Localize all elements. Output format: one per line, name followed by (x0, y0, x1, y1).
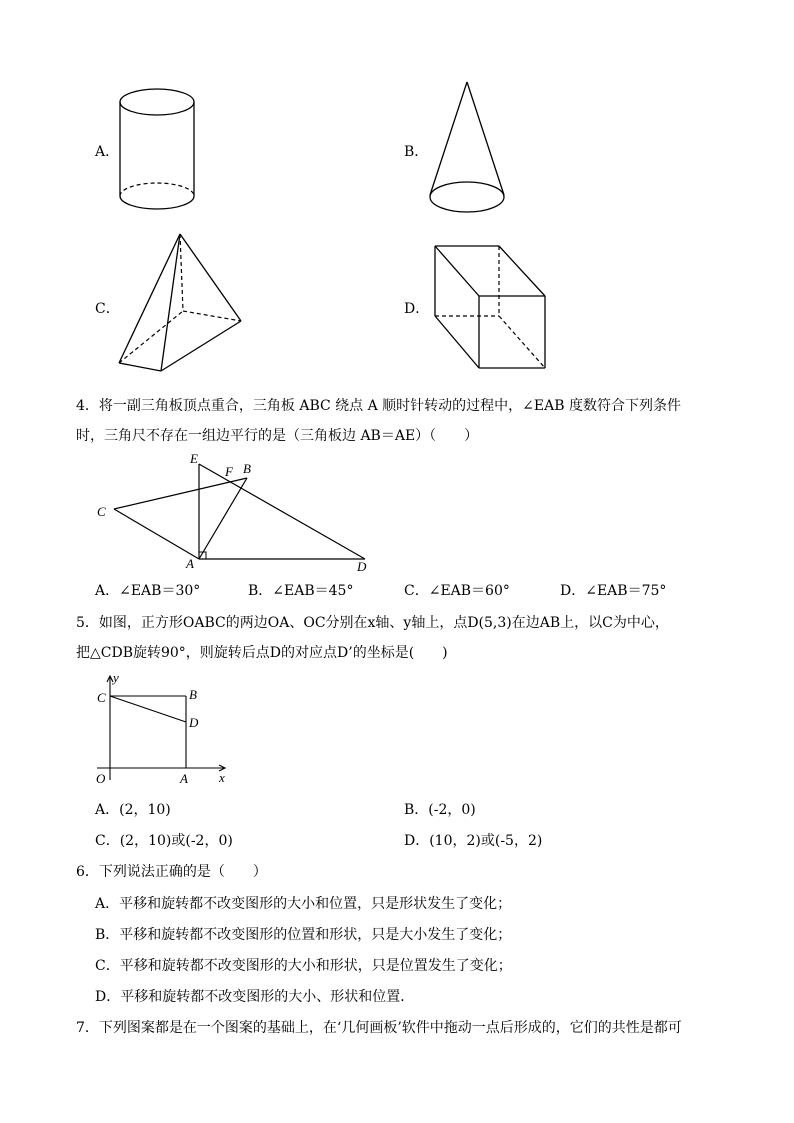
q7-stem-line1: 7．下列图案都是在一个图案的基础上，在‘几何画板’软件中拖动一点后形成的，它们的共性是都可 (76, 1020, 682, 1036)
q5-option-b: B．(-2，0) (404, 802, 476, 818)
q5-label-d: D (189, 715, 199, 730)
option-a-label: A． (95, 144, 120, 160)
pyramid-figure (115, 232, 247, 374)
cone-figure (427, 80, 507, 216)
q5-square-figure (93, 672, 233, 787)
q4-label-c: C (97, 504, 106, 519)
q6-option-b: B．平移和旋转都不改变图形的位置和形状，只是大小发生了变化； (95, 927, 512, 943)
q6-option-d: D．平移和旋转都不改变图形的大小、形状和位置． (95, 989, 415, 1005)
q4-label-d: D (357, 559, 367, 574)
option-b-label: B． (404, 144, 429, 160)
q4-stem-line2: 时，三角尺不存在一组边平行的是（三角板边 AB＝AE）（ ） (76, 428, 479, 444)
cylinder-figure (118, 88, 198, 218)
prism-figure (433, 242, 549, 372)
q5-option-c: C．(2，10)或(-2，0) (95, 833, 233, 849)
q4-label-a: A (186, 556, 194, 571)
q6-option-a: A．平移和旋转都不改变图形的大小和位置，只是形状发生了变化； (95, 896, 512, 912)
q4-option-b: B．∠EAB＝45° (248, 583, 354, 599)
q5-label-x: x (219, 770, 225, 785)
q6-option-c: C．平移和旋转都不改变图形的大小和形状，只是位置发生了变化； (95, 958, 512, 974)
q4-stem-line1: 4．将一副三角板顶点重合，三角板 ABC 绕点 A 顺时针转动的过程中，∠EAB 度数符合下列条件 (76, 398, 681, 414)
option-c-label: C． (95, 301, 120, 317)
q5-label-a: A (180, 771, 188, 786)
q5-label-o: O (96, 771, 106, 786)
q4-option-d: D．∠EAB＝75° (560, 583, 667, 599)
q6-stem: 6．下列说法正确的是（ ） (76, 864, 267, 880)
q5-stem-line2: 把△CDB旋转90°，则旋转后点D的对应点D’的坐标是( ) (76, 645, 448, 661)
q5-label-y: y (113, 670, 119, 685)
q4-label-b: B (243, 461, 251, 476)
q4-option-a: A．∠EAB＝30° (95, 583, 201, 599)
q5-label-b: B (189, 687, 197, 702)
q4-triangle-figure (95, 450, 380, 575)
q4-label-e: E (190, 451, 198, 466)
q5-option-a: A．(2，10) (95, 802, 171, 818)
option-d-label: D． (404, 301, 430, 317)
q5-stem-line1: 5．如图，正方形OABC的两边OA、OC分别在x轴、y轴上，点D(5,3)在边AB上，以C为中心， (76, 615, 669, 631)
q5-option-d: D．(10，2)或(-5，2) (404, 833, 543, 849)
q4-label-f: F (225, 464, 233, 479)
q5-label-c: C (97, 690, 106, 705)
q4-option-c: C．∠EAB＝60° (404, 583, 510, 599)
